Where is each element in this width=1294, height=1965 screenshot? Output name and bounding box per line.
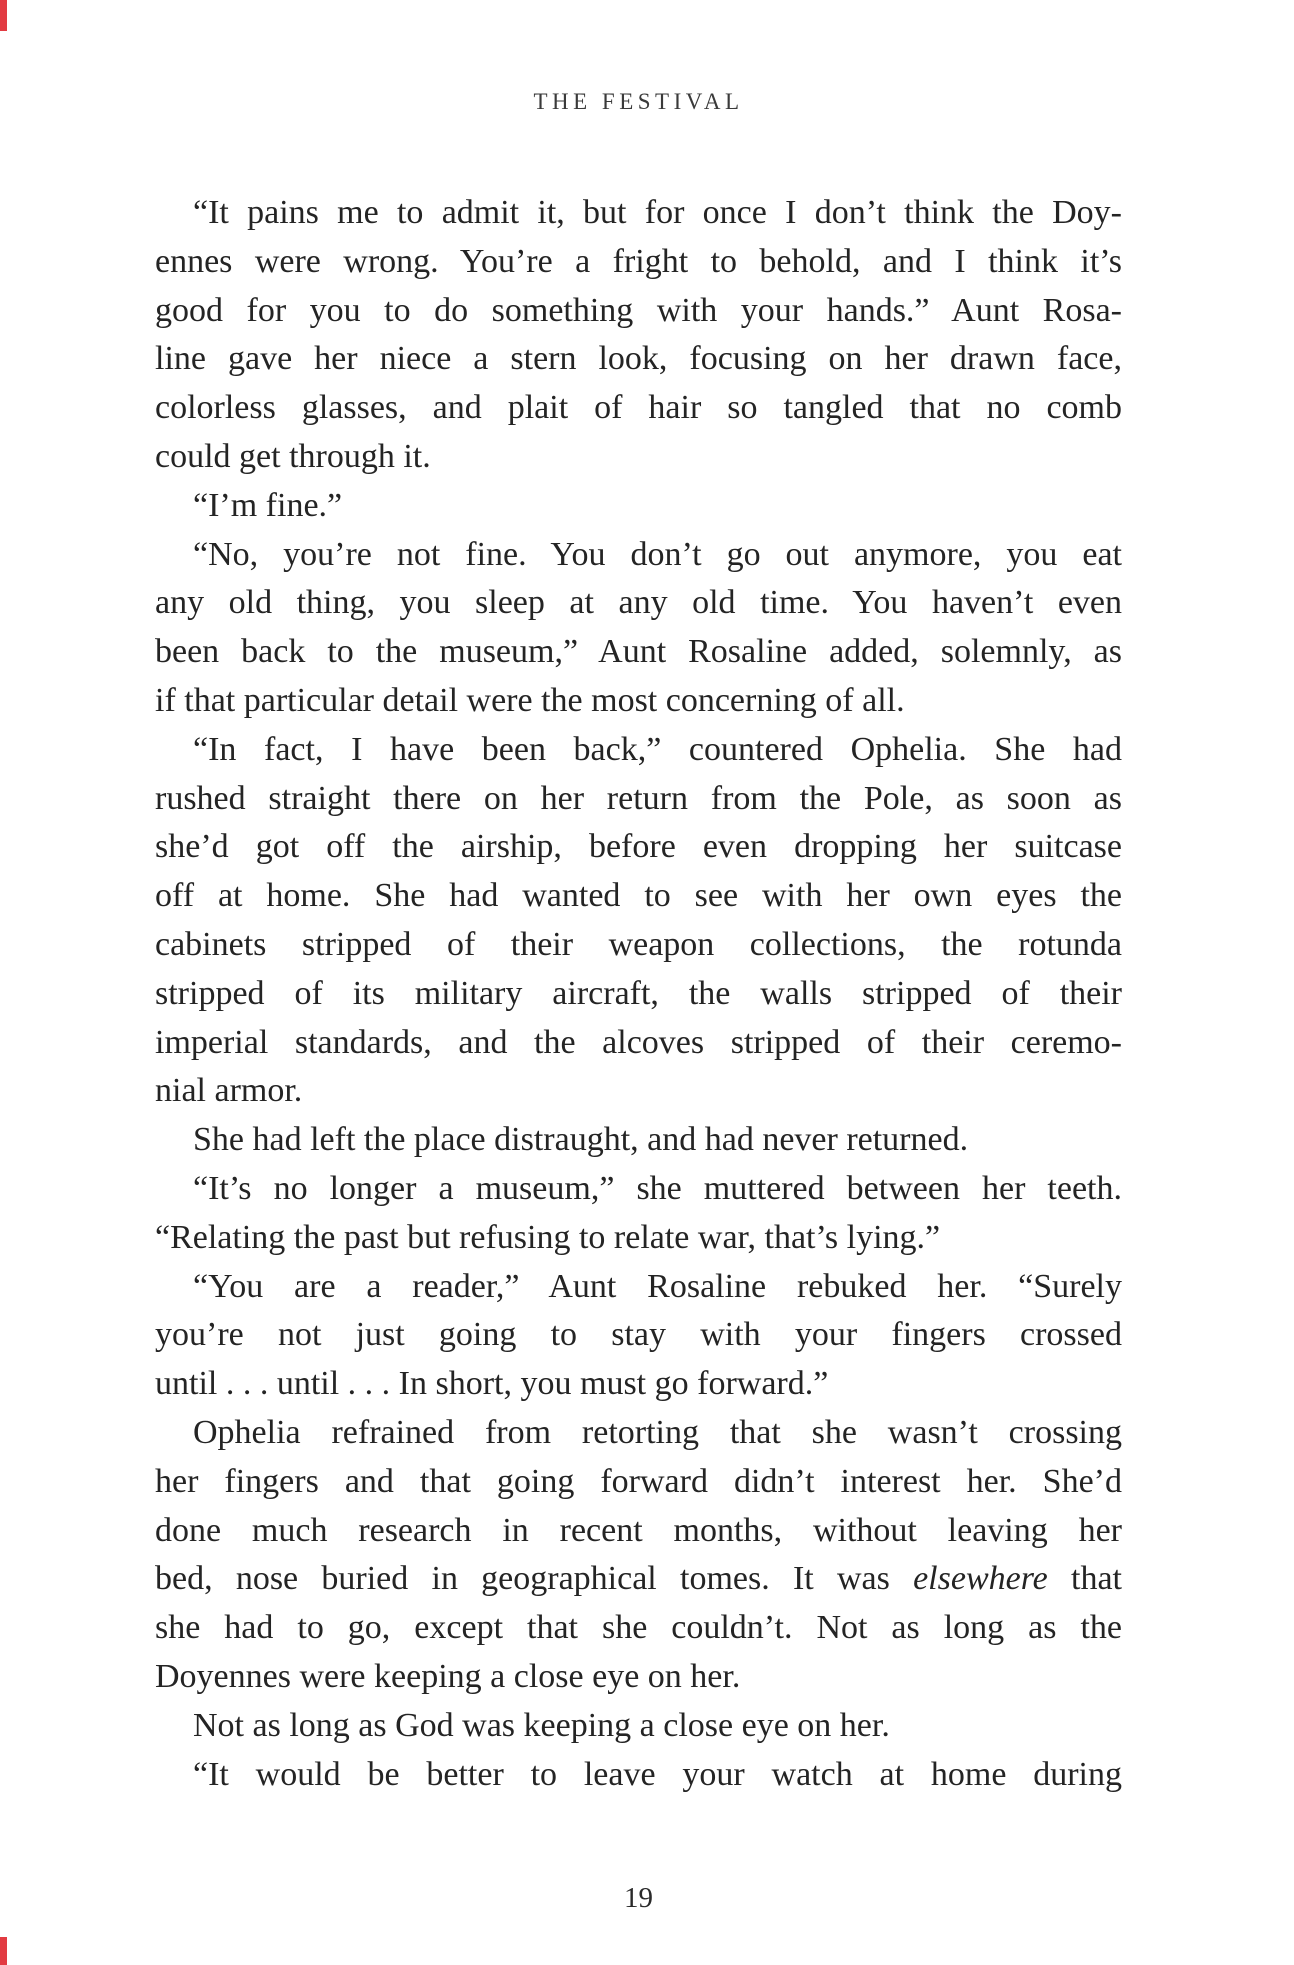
text-line: bed, nose buried in geographical tomes. It was elsewhere that	[155, 1560, 1123, 1598]
text-line: done much research in recent months, without leaving her	[155, 1511, 1122, 1549]
text-line: any old thing, you sleep at any old time. You haven’t even	[155, 584, 1122, 622]
text-line: “It’s no longer a museum,” she muttered between her teeth.	[193, 1169, 1122, 1207]
text-line: good for you to do something with your hands.” Aunt Rosa-	[155, 291, 1122, 329]
text-line: “It would be better to leave your watch at home during	[193, 1755, 1122, 1793]
text-line: “No, you’re not fine. You don’t go out anymore, you eat	[193, 535, 1122, 573]
text-line: imperial standards, and the alcoves stripped of their ceremo-	[155, 1023, 1122, 1061]
text-line: been back to the museum,” Aunt Rosaline added, solemnly, as	[155, 633, 1122, 671]
text-line: Not as long as God was keeping a close eye on her.	[193, 1706, 890, 1744]
running-header: THE FESTIVAL	[533, 89, 744, 114]
text-line: her fingers and that going forward didn’t interest her. She’d	[155, 1462, 1122, 1500]
scan-edge-mark-bottom	[0, 1937, 7, 1965]
text-line: you’re not just going to stay with your fingers crossed	[155, 1316, 1122, 1354]
text-line: Ophelia refrained from retorting that she wasn’t crossing	[193, 1413, 1122, 1451]
text-line: nial armor.	[155, 1072, 303, 1110]
text-line: colorless glasses, and plait of hair so tangled that no comb	[155, 389, 1122, 427]
text-line: cabinets stripped of their weapon collections, the rotunda	[155, 925, 1122, 963]
text-line: off at home. She had wanted to see with her own eyes the	[155, 877, 1122, 915]
text-line: She had left the place distraught, and had never returned.	[193, 1121, 969, 1159]
text-line: she had to go, except that she couldn’t. Not as long as the	[155, 1609, 1122, 1647]
text-line: ennes were wrong. You’re a fright to behold, and I think it’s	[155, 242, 1122, 280]
text-line: she’d got off the airship, before even dropping her suitcase	[155, 828, 1122, 866]
body-text	[155, 189, 1122, 1799]
page-number: 19	[624, 1882, 653, 1914]
text-line: “It pains me to admit it, but for once I don’t think the Doy-	[193, 194, 1122, 231]
text-line: “In fact, I have been back,” countered Ophelia. She had	[193, 730, 1122, 768]
text-line: “You are a reader,” Aunt Rosaline rebuked her. “Surely	[193, 1267, 1122, 1305]
text-line: “Relating the past but refusing to relate war, that’s lying.”	[155, 1218, 941, 1256]
text-line: could get through it.	[155, 437, 431, 475]
scan-edge-mark-top	[0, 0, 7, 31]
text-line: Doyennes were keeping a close eye on her.	[155, 1657, 741, 1695]
text-line: “I’m fine.”	[193, 486, 343, 524]
text-line: stripped of its military aircraft, the walls stripped of their	[155, 974, 1122, 1012]
text-line: if that particular detail were the most concerning of all.	[155, 681, 905, 719]
text-line: line gave her niece a stern look, focusing on her drawn face,	[155, 340, 1122, 378]
text-line: until . . . until . . . In short, you must go forward.”	[155, 1365, 829, 1403]
text-line: rushed straight there on her return from the Pole, as soon as	[155, 779, 1122, 817]
